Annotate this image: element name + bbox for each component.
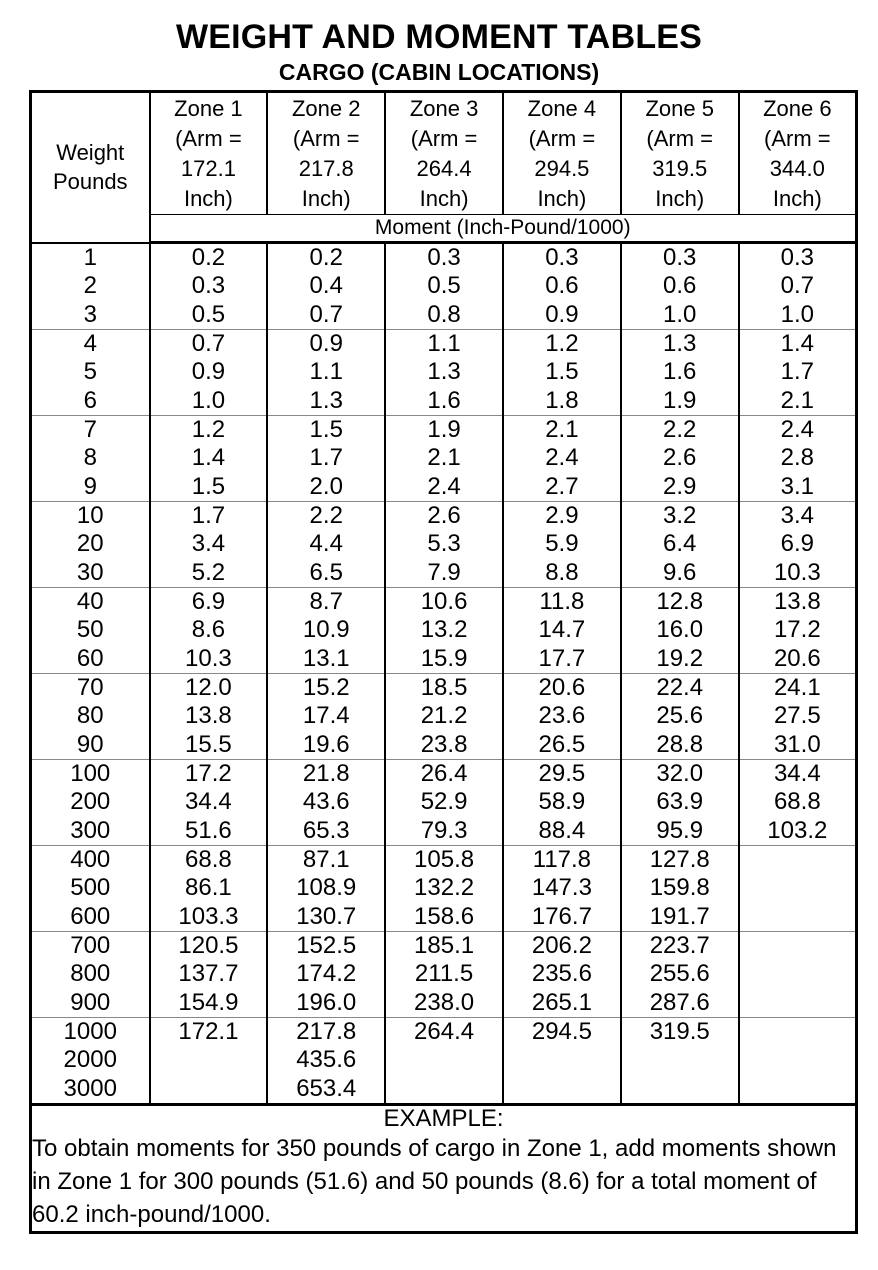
- moment-cell-zone-2: 0.7: [267, 301, 385, 330]
- table-row: [31, 559, 857, 588]
- moment-cell-zone-6: [739, 874, 857, 902]
- moment-cell-zone-4: 11.8: [503, 587, 621, 616]
- moment-cell-zone-1: 34.4: [150, 788, 268, 816]
- zone-name: Zone 1: [174, 95, 243, 121]
- table-row: [31, 358, 857, 386]
- moment-cell-zone-5: 9.6: [621, 559, 739, 588]
- moment-cell-zone-4: 5.9: [503, 530, 621, 558]
- zone-arm-unit: Inch): [655, 185, 705, 211]
- weight-cell: 4: [31, 329, 150, 358]
- table-row: [31, 301, 857, 330]
- moment-cell-zone-5: 191.7: [621, 903, 739, 932]
- moment-cell-zone-2: 0.2: [267, 243, 385, 273]
- weight-cell: 700: [31, 931, 150, 960]
- table-row: [31, 645, 857, 674]
- table-body: [31, 243, 857, 1105]
- moment-cell-zone-2: 2.2: [267, 501, 385, 530]
- moment-cell-zone-4: 17.7: [503, 645, 621, 674]
- moment-cell-zone-2: 217.8: [267, 1017, 385, 1046]
- weight-cell: 100: [31, 759, 150, 788]
- zone-arm-unit: Inch): [419, 185, 469, 211]
- moment-cell-zone-3: 2.6: [385, 501, 503, 530]
- zone-header-4: [503, 92, 621, 215]
- zone-arm-prefix: (Arm =: [528, 125, 596, 151]
- moment-cell-zone-5: 159.8: [621, 874, 739, 902]
- moment-cell-zone-6: 6.9: [739, 530, 857, 558]
- moment-cell-zone-3: 23.8: [385, 731, 503, 760]
- weight-header: [31, 92, 150, 243]
- weight-cell: 20: [31, 530, 150, 558]
- pounds-label: Pounds: [52, 169, 128, 195]
- zone-header-2: [267, 92, 385, 215]
- moment-cell-zone-1: 1.2: [150, 415, 268, 444]
- moment-cell-zone-1: 1.5: [150, 473, 268, 502]
- moment-cell-zone-4: 2.4: [503, 444, 621, 472]
- table-row: [31, 960, 857, 988]
- moment-cell-zone-4: 176.7: [503, 903, 621, 932]
- moment-cell-zone-3: 13.2: [385, 616, 503, 644]
- moment-cell-zone-1: 10.3: [150, 645, 268, 674]
- moment-cell-zone-5: 255.6: [621, 960, 739, 988]
- moment-cell-zone-1: 120.5: [150, 931, 268, 960]
- moment-cell-zone-4: 88.4: [503, 817, 621, 846]
- moment-cell-zone-6: 2.4: [739, 415, 857, 444]
- weight-cell: 5: [31, 358, 150, 386]
- moment-cell-zone-5: 95.9: [621, 817, 739, 846]
- moment-cell-zone-6: [739, 903, 857, 932]
- weight-cell: 2000: [31, 1046, 150, 1074]
- moment-cell-zone-1: 1.7: [150, 501, 268, 530]
- moment-cell-zone-5: 1.3: [621, 329, 739, 358]
- moment-cell-zone-5: 63.9: [621, 788, 739, 816]
- moment-cell-zone-1: 0.3: [150, 272, 268, 300]
- moment-cell-zone-6: 2.8: [739, 444, 857, 472]
- moment-header-row: [31, 215, 857, 243]
- weight-cell: 1: [31, 243, 150, 273]
- table-row: [31, 788, 857, 816]
- zone-arm-prefix: (Arm =: [292, 125, 360, 151]
- example-row: [31, 1104, 857, 1232]
- zone-arm-prefix: (Arm =: [410, 125, 478, 151]
- moment-cell-zone-1: 172.1: [150, 1017, 268, 1046]
- moment-cell-zone-5: 1.6: [621, 358, 739, 386]
- moment-cell-zone-5: 28.8: [621, 731, 739, 760]
- moment-cell-zone-5: 22.4: [621, 673, 739, 702]
- moment-cell-zone-2: 435.6: [267, 1046, 385, 1074]
- moment-cell-zone-3: [385, 1046, 503, 1074]
- table-row: [31, 931, 857, 960]
- moment-cell-zone-4: 8.8: [503, 559, 621, 588]
- moment-cell-zone-1: 86.1: [150, 874, 268, 902]
- moment-cell-zone-5: 0.6: [621, 272, 739, 300]
- moment-cell-zone-2: 43.6: [267, 788, 385, 816]
- moment-cell-zone-2: 13.1: [267, 645, 385, 674]
- moment-cell-zone-3: 264.4: [385, 1017, 503, 1046]
- moment-cell-zone-6: 17.2: [739, 616, 857, 644]
- zone-arm-value: 294.5: [534, 155, 590, 181]
- moment-cell-zone-2: 0.4: [267, 272, 385, 300]
- zone-name: Zone 6: [763, 95, 832, 121]
- weight-cell: 2: [31, 272, 150, 300]
- table-row: [31, 501, 857, 530]
- zone-header-3: [385, 92, 503, 215]
- moment-cell-zone-6: [739, 989, 857, 1018]
- moment-cell-zone-5: 25.6: [621, 702, 739, 730]
- moment-cell-zone-4: 14.7: [503, 616, 621, 644]
- moment-cell-zone-4: 58.9: [503, 788, 621, 816]
- moment-cell-zone-6: [739, 931, 857, 960]
- moment-cell-zone-1: 1.4: [150, 444, 268, 472]
- zone-arm-unit: Inch): [301, 185, 351, 211]
- moment-cell-zone-4: 2.1: [503, 415, 621, 444]
- moment-cell-zone-3: 15.9: [385, 645, 503, 674]
- table-row: [31, 759, 857, 788]
- moment-cell-zone-4: 147.3: [503, 874, 621, 902]
- moment-cell-zone-3: 10.6: [385, 587, 503, 616]
- zone-name: Zone 2: [291, 95, 361, 121]
- moment-cell-zone-3: 5.3: [385, 530, 503, 558]
- moment-cell-zone-6: 0.3: [739, 243, 857, 273]
- moment-cell-zone-2: 1.5: [267, 415, 385, 444]
- moment-cell-zone-5: 12.8: [621, 587, 739, 616]
- moment-cell-zone-6: 24.1: [739, 673, 857, 702]
- weight-cell: 300: [31, 817, 150, 846]
- moment-cell-zone-2: 0.9: [267, 329, 385, 358]
- moment-cell-zone-5: 32.0: [621, 759, 739, 788]
- moment-cell-zone-5: 2.2: [621, 415, 739, 444]
- weight-cell: 3: [31, 301, 150, 330]
- weight-cell: 200: [31, 788, 150, 816]
- moment-cell-zone-3: 18.5: [385, 673, 503, 702]
- moment-cell-zone-3: 21.2: [385, 702, 503, 730]
- weight-cell: 90: [31, 731, 150, 760]
- moment-cell-zone-5: 1.9: [621, 387, 739, 416]
- zone-arm-prefix: (Arm =: [646, 125, 714, 151]
- moment-cell-zone-3: 2.4: [385, 473, 503, 502]
- moment-cell-zone-2: 1.7: [267, 444, 385, 472]
- weight-label: Weight: [56, 140, 125, 166]
- zone-arm-value: 172.1: [180, 155, 236, 181]
- moment-cell-zone-6: [739, 845, 857, 874]
- moment-cell-zone-4: 0.6: [503, 272, 621, 300]
- moment-cell-zone-3: 185.1: [385, 931, 503, 960]
- moment-cell-zone-6: 34.4: [739, 759, 857, 788]
- zone-header-5: [621, 92, 739, 215]
- moment-cell-zone-5: 2.6: [621, 444, 739, 472]
- table-row: [31, 329, 857, 358]
- moment-cell-zone-3: 0.8: [385, 301, 503, 330]
- table-row: [31, 1046, 857, 1074]
- moment-cell-zone-2: 1.1: [267, 358, 385, 386]
- moment-cell-zone-5: 287.6: [621, 989, 739, 1018]
- weight-cell: 40: [31, 587, 150, 616]
- moment-cell-zone-3: 211.5: [385, 960, 503, 988]
- moment-cell-zone-6: 31.0: [739, 731, 857, 760]
- moment-cell-zone-1: 154.9: [150, 989, 268, 1018]
- table-row: [31, 874, 857, 902]
- moment-cell-zone-4: 1.5: [503, 358, 621, 386]
- moment-cell-zone-2: 196.0: [267, 989, 385, 1018]
- moment-cell-zone-6: 27.5: [739, 702, 857, 730]
- moment-cell-zone-2: 130.7: [267, 903, 385, 932]
- moment-cell-zone-4: 2.7: [503, 473, 621, 502]
- weight-cell: 1000: [31, 1017, 150, 1046]
- moment-cell-zone-2: 15.2: [267, 673, 385, 702]
- zone-name: Zone 4: [527, 95, 597, 121]
- moment-cell-zone-1: 1.0: [150, 387, 268, 416]
- moment-cell-zone-1: 12.0: [150, 673, 268, 702]
- table-row: [31, 1017, 857, 1046]
- moment-cell-zone-6: 2.1: [739, 387, 857, 416]
- moment-cell-zone-3: 132.2: [385, 874, 503, 902]
- zone-header-row: [31, 92, 857, 215]
- table-row: [31, 415, 857, 444]
- moment-cell-zone-3: 158.6: [385, 903, 503, 932]
- moment-cell-zone-6: [739, 1046, 857, 1074]
- table-row: [31, 616, 857, 644]
- moment-cell-zone-4: 1.8: [503, 387, 621, 416]
- moment-cell-zone-1: 13.8: [150, 702, 268, 730]
- weight-cell: 400: [31, 845, 150, 874]
- moment-cell-zone-5: 16.0: [621, 616, 739, 644]
- moment-cell-zone-5: 6.4: [621, 530, 739, 558]
- zone-arm-unit: Inch): [183, 185, 233, 211]
- zone-arm-prefix: (Arm =: [175, 125, 242, 151]
- table-row: [31, 387, 857, 416]
- zone-name: Zone 5: [645, 95, 714, 121]
- moment-cell-zone-6: 0.7: [739, 272, 857, 300]
- moment-cell-zone-4: 2.9: [503, 501, 621, 530]
- moment-cell-zone-2: 87.1: [267, 845, 385, 874]
- zone-arm-value: 319.5: [652, 155, 708, 181]
- moment-cell-zone-2: 1.3: [267, 387, 385, 416]
- moment-cell-zone-4: 23.6: [503, 702, 621, 730]
- moment-unit-label: Moment (Inch-Pound/1000): [150, 215, 857, 243]
- moment-cell-zone-2: 6.5: [267, 559, 385, 588]
- moment-cell-zone-1: [150, 1046, 268, 1074]
- weight-cell: 600: [31, 903, 150, 932]
- weight-cell: 9: [31, 473, 150, 502]
- moment-cell-zone-6: 20.6: [739, 645, 857, 674]
- moment-cell-zone-1: 17.2: [150, 759, 268, 788]
- moment-cell-zone-2: 17.4: [267, 702, 385, 730]
- moment-cell-zone-3: 1.9: [385, 415, 503, 444]
- moment-cell-zone-6: [739, 960, 857, 988]
- table-row: [31, 845, 857, 874]
- table-row: [31, 731, 857, 760]
- moment-cell-zone-6: 1.7: [739, 358, 857, 386]
- example-heading: EXAMPLE:: [383, 1104, 504, 1132]
- table-row: [31, 587, 857, 616]
- example-box: [31, 1104, 857, 1232]
- table-row: [31, 903, 857, 932]
- weight-cell: 7: [31, 415, 150, 444]
- moment-cell-zone-4: 26.5: [503, 731, 621, 760]
- moment-cell-zone-5: 319.5: [621, 1017, 739, 1046]
- moment-cell-zone-1: 0.5: [150, 301, 268, 330]
- moment-cell-zone-1: 3.4: [150, 530, 268, 558]
- moment-cell-zone-4: 265.1: [503, 989, 621, 1018]
- table-row: [31, 989, 857, 1018]
- weight-cell: 50: [31, 616, 150, 644]
- moment-cell-zone-1: 0.2: [150, 243, 268, 273]
- moment-cell-zone-1: 8.6: [150, 616, 268, 644]
- moment-cell-zone-2: 8.7: [267, 587, 385, 616]
- moment-cell-zone-1: 0.9: [150, 358, 268, 386]
- moment-cell-zone-4: 235.6: [503, 960, 621, 988]
- moment-cell-zone-4: [503, 1046, 621, 1074]
- example-text: To obtain moments for 350 pounds of cargo in Zone 1, add moments shown in Zone 1 for 300 pounds (51.6) and 50 pounds (8.6) for a total moment of 60.2 inch-pound/1000.: [32, 1134, 837, 1228]
- moment-cell-zone-1: 6.9: [150, 587, 268, 616]
- weight-cell: 3000: [31, 1075, 150, 1105]
- moment-cell-zone-6: 3.4: [739, 501, 857, 530]
- weight-cell: 900: [31, 989, 150, 1018]
- table-row: [31, 473, 857, 502]
- zone-arm-value: 217.8: [298, 155, 354, 181]
- table-row: [31, 673, 857, 702]
- moment-cell-zone-3: 26.4: [385, 759, 503, 788]
- weight-cell: 60: [31, 645, 150, 674]
- moment-cell-zone-2: 152.5: [267, 931, 385, 960]
- moment-cell-zone-4: 29.5: [503, 759, 621, 788]
- moment-cell-zone-2: 174.2: [267, 960, 385, 988]
- moment-cell-zone-5: 223.7: [621, 931, 739, 960]
- moment-cell-zone-6: 10.3: [739, 559, 857, 588]
- table-row: [31, 817, 857, 846]
- moment-cell-zone-2: 2.0: [267, 473, 385, 502]
- moment-cell-zone-1: 68.8: [150, 845, 268, 874]
- moment-cell-zone-1: 15.5: [150, 731, 268, 760]
- table-row: [31, 1075, 857, 1105]
- zone-arm-value: 344.0: [769, 155, 825, 181]
- moment-cell-zone-5: 19.2: [621, 645, 739, 674]
- weight-cell: 10: [31, 501, 150, 530]
- moment-cell-zone-3: 1.6: [385, 387, 503, 416]
- zone-arm-unit: Inch): [772, 185, 822, 211]
- moment-cell-zone-5: 127.8: [621, 845, 739, 874]
- moment-cell-zone-4: 294.5: [503, 1017, 621, 1046]
- moment-cell-zone-6: 13.8: [739, 587, 857, 616]
- table-row: [31, 444, 857, 472]
- zone-arm-prefix: (Arm =: [764, 125, 831, 151]
- moment-cell-zone-5: [621, 1046, 739, 1074]
- table-row: [31, 702, 857, 730]
- moment-cell-zone-3: 79.3: [385, 817, 503, 846]
- moment-cell-zone-2: 108.9: [267, 874, 385, 902]
- moment-cell-zone-3: 2.1: [385, 444, 503, 472]
- page-title: WEIGHT AND MOMENT TABLES: [175, 18, 703, 56]
- weight-cell: 8: [31, 444, 150, 472]
- moment-cell-zone-2: 65.3: [267, 817, 385, 846]
- moment-cell-zone-5: 2.9: [621, 473, 739, 502]
- moment-cell-zone-6: 1.4: [739, 329, 857, 358]
- moment-cell-zone-3: 1.1: [385, 329, 503, 358]
- moment-cell-zone-4: 1.2: [503, 329, 621, 358]
- moment-cell-zone-6: 1.0: [739, 301, 857, 330]
- moment-cell-zone-1: 103.3: [150, 903, 268, 932]
- zone-header-1: [150, 92, 268, 215]
- moment-cell-zone-3: 0.3: [385, 243, 503, 273]
- weight-cell: 800: [31, 960, 150, 988]
- moment-cell-zone-5: 1.0: [621, 301, 739, 330]
- moment-cell-zone-6: [739, 1017, 857, 1046]
- moment-cell-zone-5: 0.3: [621, 243, 739, 273]
- table-row: [31, 243, 857, 273]
- moment-cell-zone-1: [150, 1075, 268, 1105]
- page-subtitle: CARGO (CABIN LOCATIONS): [278, 59, 600, 85]
- moment-cell-zone-4: 0.3: [503, 243, 621, 273]
- moment-cell-zone-3: [385, 1075, 503, 1105]
- weight-cell: 80: [31, 702, 150, 730]
- moment-cell-zone-3: 1.3: [385, 358, 503, 386]
- zone-arm-unit: Inch): [537, 185, 587, 211]
- moment-cell-zone-4: 206.2: [503, 931, 621, 960]
- moment-cell-zone-4: 0.9: [503, 301, 621, 330]
- moment-cell-zone-5: [621, 1075, 739, 1105]
- moment-cell-zone-1: 0.7: [150, 329, 268, 358]
- moment-cell-zone-4: [503, 1075, 621, 1105]
- moment-cell-zone-1: 51.6: [150, 817, 268, 846]
- weight-cell: 500: [31, 874, 150, 902]
- moment-cell-zone-1: 137.7: [150, 960, 268, 988]
- weight-cell: 70: [31, 673, 150, 702]
- moment-cell-zone-2: 653.4: [267, 1075, 385, 1105]
- weight-moment-table: [29, 90, 858, 1234]
- moment-cell-zone-3: 52.9: [385, 788, 503, 816]
- zone-arm-value: 264.4: [416, 155, 472, 181]
- moment-cell-zone-2: 21.8: [267, 759, 385, 788]
- moment-cell-zone-4: 20.6: [503, 673, 621, 702]
- moment-cell-zone-6: 68.8: [739, 788, 857, 816]
- moment-cell-zone-2: 10.9: [267, 616, 385, 644]
- table-row: [31, 272, 857, 300]
- weight-cell: 6: [31, 387, 150, 416]
- moment-cell-zone-3: 0.5: [385, 272, 503, 300]
- moment-cell-zone-5: 3.2: [621, 501, 739, 530]
- moment-cell-zone-6: 3.1: [739, 473, 857, 502]
- moment-cell-zone-6: [739, 1075, 857, 1105]
- moment-cell-zone-3: 105.8: [385, 845, 503, 874]
- zone-header-6: [739, 92, 857, 215]
- moment-cell-zone-2: 19.6: [267, 731, 385, 760]
- moment-cell-zone-1: 5.2: [150, 559, 268, 588]
- table-row: [31, 530, 857, 558]
- moment-cell-zone-4: 117.8: [503, 845, 621, 874]
- moment-cell-zone-3: 238.0: [385, 989, 503, 1018]
- weight-cell: 30: [31, 559, 150, 588]
- moment-cell-zone-3: 7.9: [385, 559, 503, 588]
- zone-name: Zone 3: [409, 95, 479, 121]
- moment-cell-zone-6: 103.2: [739, 817, 857, 846]
- moment-cell-zone-2: 4.4: [267, 530, 385, 558]
